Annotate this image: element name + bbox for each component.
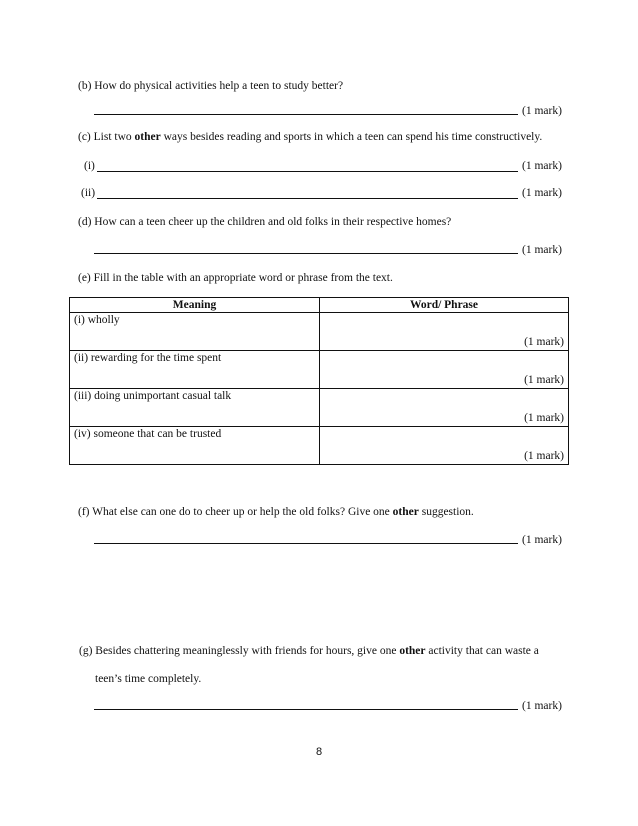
question-g-text-line2: teen’s time completely. — [95, 673, 202, 685]
question-c-item-label: (i) — [84, 160, 95, 172]
meaning-cell: (i) wholly — [70, 313, 320, 351]
question-b-text: (b) How do physical activities help a teen to study better? — [78, 80, 344, 92]
question-c-item-label: (ii) — [81, 187, 96, 199]
word-phrase-cell[interactable] — [320, 313, 569, 351]
column-header-word-phrase: Word/ Phrase — [320, 298, 569, 313]
mark-label-d: (1 mark) — [522, 244, 562, 256]
mark-label: (1 mark) — [524, 412, 564, 424]
answer-line-c-ii[interactable] — [97, 198, 518, 199]
answer-table — [69, 297, 569, 465]
mark-label-c-ii: (1 mark) — [522, 187, 562, 199]
question-e-text: (e) Fill in the table with an appropriate word or phrase from the text. — [78, 272, 393, 284]
table-row — [70, 427, 569, 465]
answer-line-g[interactable] — [94, 709, 518, 710]
page-number: 8 — [315, 746, 323, 758]
word-phrase-cell[interactable] — [320, 389, 569, 427]
mark-label: (1 mark) — [524, 450, 564, 462]
table-row — [70, 313, 569, 351]
answer-line-f[interactable] — [94, 543, 518, 544]
answer-line-b[interactable] — [94, 114, 518, 115]
mark-label-b: (1 mark) — [522, 105, 562, 117]
mark-label-g: (1 mark) — [522, 700, 562, 712]
mark-label-f: (1 mark) — [522, 534, 562, 546]
column-header-meaning: Meaning — [70, 298, 320, 313]
answer-line-c-i[interactable] — [97, 171, 518, 172]
word-phrase-cell[interactable] — [320, 427, 569, 465]
table-row — [70, 389, 569, 427]
meaning-cell: (iii) doing unimportant casual talk — [70, 389, 320, 427]
question-f-text: (f) What else can one do to cheer up or help the old folks? Give one other suggestion. — [78, 506, 474, 518]
mark-label-c-i: (1 mark) — [522, 160, 562, 172]
answer-line-d[interactable] — [94, 253, 518, 254]
mark-label: (1 mark) — [524, 374, 564, 386]
table-header-row — [70, 298, 569, 313]
question-g-text: (g) Besides chattering meaninglessly with friends for hours, give one other activity that can waste a — [79, 645, 539, 657]
question-d-text: (d) How can a teen cheer up the children and old folks in their respective homes? — [78, 216, 452, 228]
question-c-text: (c) List two other ways besides reading and sports in which a teen can spend his time constructively. — [78, 131, 543, 143]
meaning-cell: (iv) someone that can be trusted — [70, 427, 320, 465]
mark-label: (1 mark) — [524, 336, 564, 348]
table-row — [70, 351, 569, 389]
meaning-cell: (ii) rewarding for the time spent — [70, 351, 320, 389]
word-phrase-cell[interactable] — [320, 351, 569, 389]
